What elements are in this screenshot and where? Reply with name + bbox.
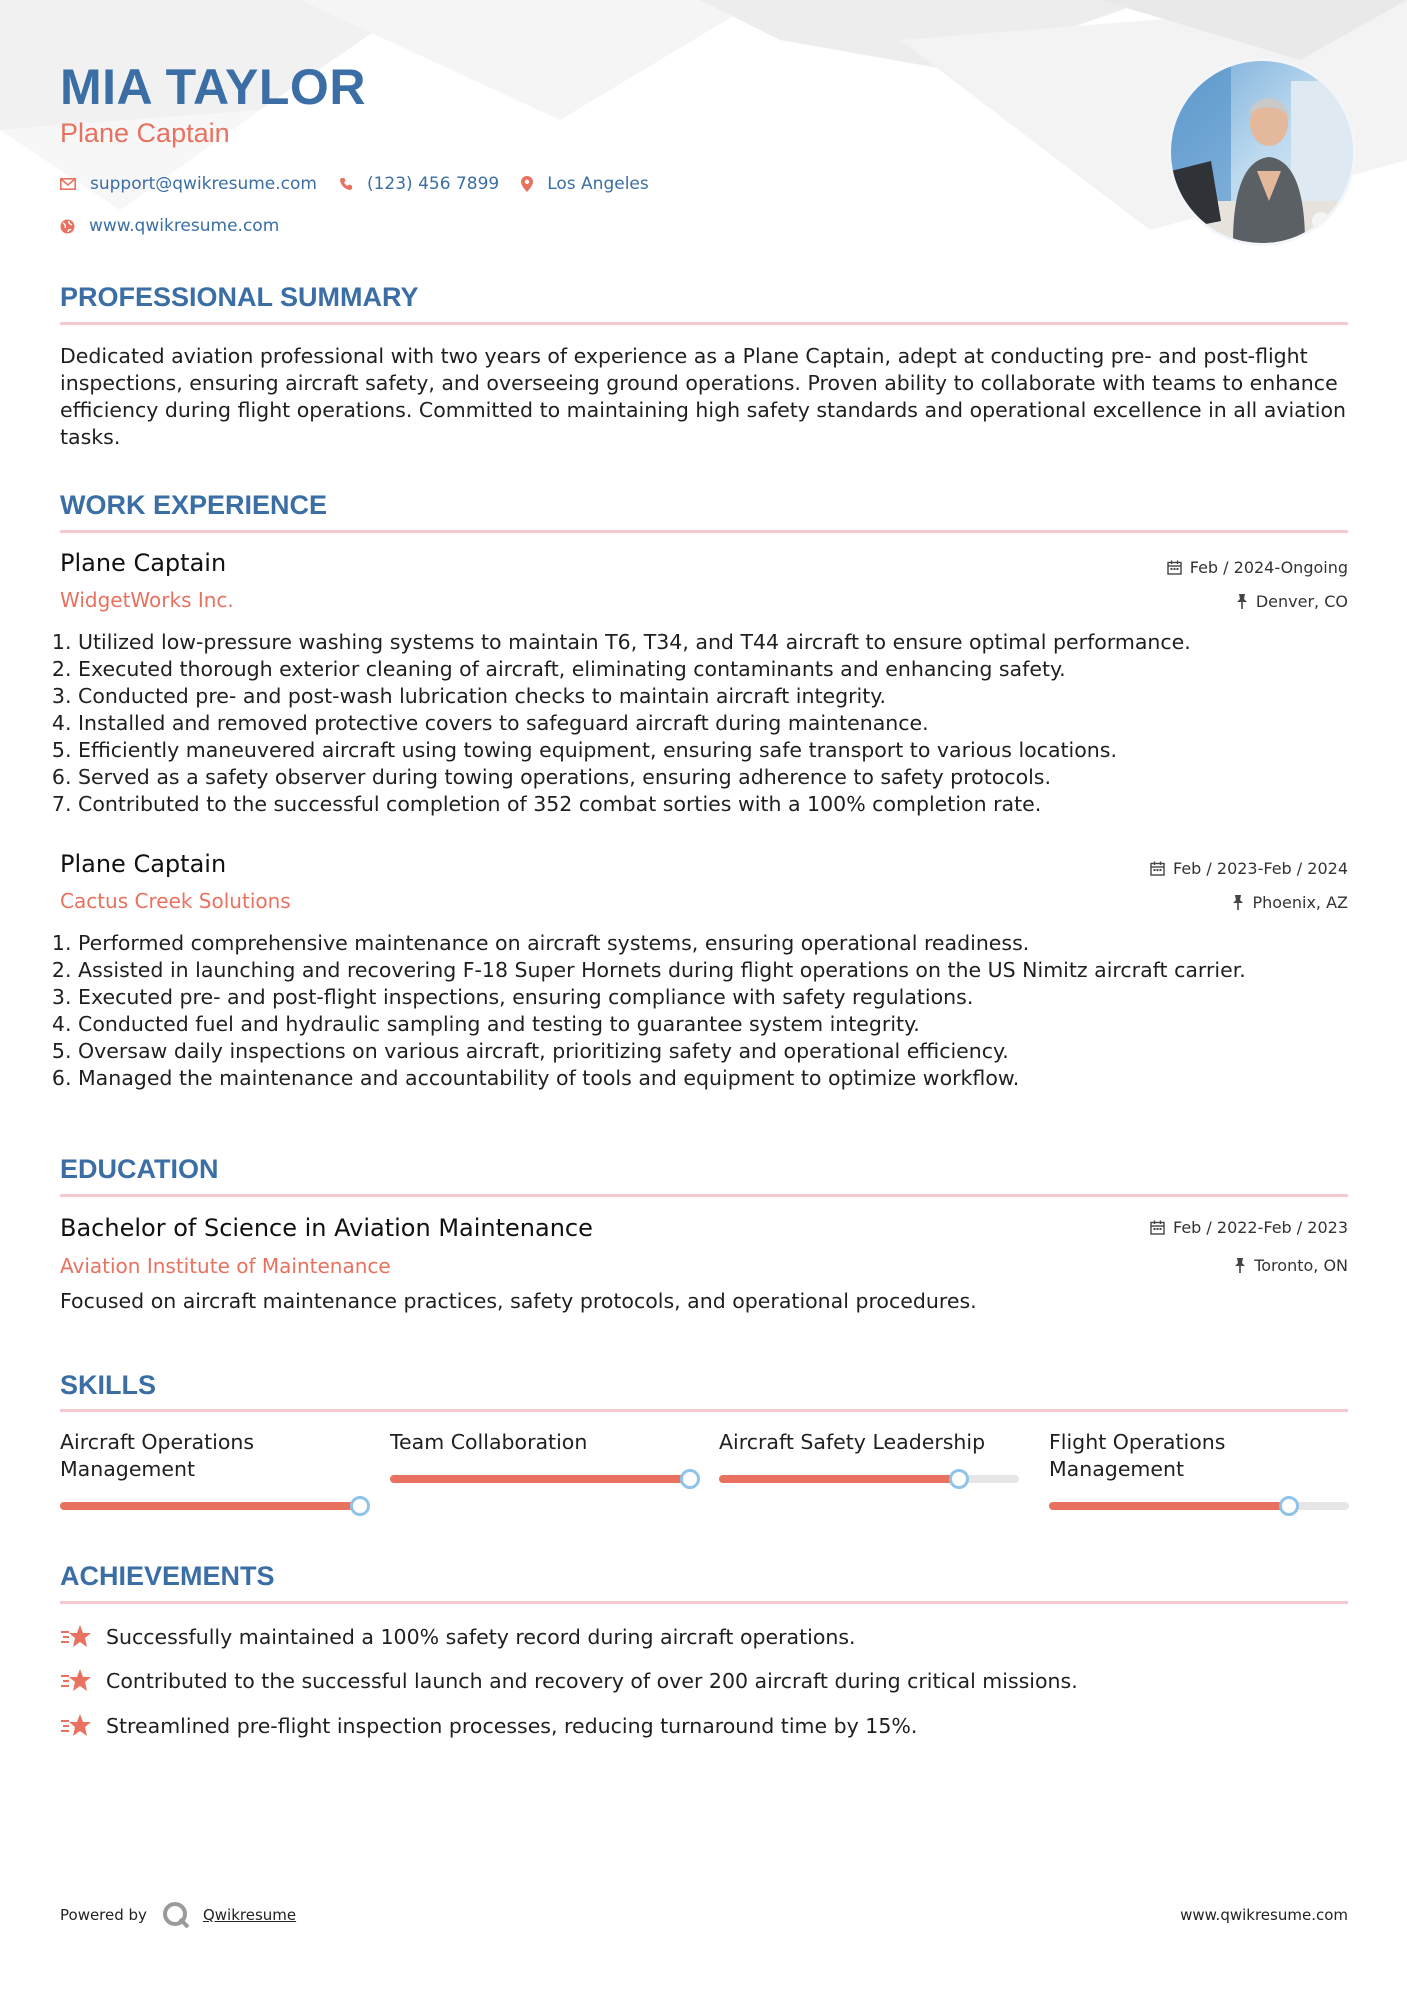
pushpin-icon	[1234, 1258, 1246, 1273]
job-date-text: Feb / 2024-Ongoing	[1189, 558, 1348, 577]
list-item: 6. Managed the maintenance and accountability of tools and equipment to optimize workflow.	[78, 1065, 1350, 1092]
education-location-text: Toronto, ON	[1254, 1256, 1348, 1275]
skill-item	[719, 1429, 1019, 1456]
achievement-item	[60, 1668, 1078, 1694]
globe-icon	[60, 219, 75, 234]
pushpin-icon	[1236, 594, 1248, 609]
list-item: 5. Oversaw daily inspections on various aircraft, prioritizing safety and operational efficiency.	[78, 1038, 1350, 1065]
skill-bar	[1049, 1502, 1349, 1510]
skill-bar-fill	[60, 1502, 360, 1510]
summary-heading: PROFESSIONAL SUMMARY	[60, 282, 419, 312]
education-heading: EDUCATION	[60, 1154, 219, 1184]
skill-item	[1049, 1429, 1349, 1483]
experience-heading: WORK EXPERIENCE	[60, 490, 328, 520]
skill-bar	[390, 1475, 690, 1483]
location-pin-icon	[521, 176, 533, 192]
skill-bar	[719, 1475, 1019, 1483]
job-company: Cactus Creek Solutions	[60, 889, 291, 913]
job-title: Plane Captain	[60, 850, 227, 878]
skill-bar-fill	[1049, 1502, 1289, 1510]
calendar-icon	[1167, 560, 1182, 575]
skill-item	[390, 1429, 690, 1456]
star-icon	[60, 1624, 92, 1650]
list-item: 3. Conducted pre- and post-wash lubrication checks to maintain aircraft integrity.	[78, 683, 1350, 710]
experience-divider	[60, 530, 1348, 533]
school-name: Aviation Institute of Maintenance	[60, 1254, 391, 1278]
footer-powered-by	[60, 1900, 296, 1930]
degree-title: Bachelor of Science in Aviation Maintenance	[60, 1214, 593, 1242]
footer-website[interactable]: www.qwikresume.com	[1180, 1906, 1348, 1924]
job-bullets	[60, 930, 1350, 1092]
summary-divider	[60, 322, 1348, 325]
job-location	[1236, 592, 1348, 611]
phone-icon	[339, 177, 353, 191]
list-item: 7. Contributed to the successful completion of 352 combat sorties with a 100% completion rate.	[78, 791, 1350, 818]
education-location	[1234, 1256, 1348, 1275]
job-bullets	[60, 629, 1350, 818]
achievement-text: Successfully maintained a 100% safety record during aircraft operations.	[106, 1625, 856, 1649]
achievements-heading: ACHIEVEMENTS	[60, 1561, 275, 1591]
skills-heading: SKILLS	[60, 1370, 157, 1400]
achievement-text: Streamlined pre-flight inspection processes, reducing turnaround time by 15%.	[106, 1714, 918, 1738]
job-location	[1232, 893, 1348, 912]
list-item: 4. Installed and removed protective covers to safeguard aircraft during maintenance.	[78, 710, 1350, 737]
skill-name: Team Collaboration	[390, 1430, 588, 1454]
skill-item	[60, 1429, 360, 1483]
website-text[interactable]: www.qwikresume.com	[89, 216, 280, 236]
star-icon	[60, 1668, 92, 1694]
calendar-icon	[1150, 861, 1165, 876]
candidate-role: Plane Captain	[60, 118, 230, 148]
phone-text[interactable]: (123) 456 7899	[366, 174, 500, 194]
job-date	[1150, 859, 1348, 878]
education-description: Focused on aircraft maintenance practices, safety protocols, and operational procedures.	[60, 1289, 977, 1313]
summary-text: Dedicated aviation professional with two years of experience as a Plane Captain, adept at conducting pre- and post-flight inspections, ensuring aircraft safety, and overseeing ground operations. Proven ability to collaborate with teams to enhance efficiency during flight operations. Committed to maintaining high safety standards and operational excellence in all aviation tasks.	[60, 344, 1346, 449]
achievement-item	[60, 1713, 917, 1739]
education-date	[1150, 1218, 1348, 1237]
list-item: 2. Executed thorough exterior cleaning of aircraft, eliminating contaminants and enhancing safety.	[78, 656, 1350, 683]
location-text: Los Angeles	[547, 174, 649, 194]
list-item: 5. Efficiently maneuvered aircraft using towing equipment, ensuring safe transport to various locations.	[78, 737, 1350, 764]
job-location-text: Phoenix, AZ	[1252, 893, 1348, 912]
candidate-name: MIA TAYLOR	[60, 59, 366, 115]
profile-photo	[1168, 58, 1356, 246]
skill-bar-fill	[390, 1475, 690, 1483]
list-item: 2. Assisted in launching and recovering F-18 Super Hornets during flight operations on the US Nimitz aircraft carrier.	[78, 957, 1350, 984]
skill-name: Flight Operations Management	[1049, 1430, 1226, 1481]
achievement-item	[60, 1624, 856, 1650]
education-divider	[60, 1194, 1348, 1197]
pushpin-icon	[1232, 895, 1244, 910]
qwikresume-logo-icon	[161, 1900, 191, 1930]
job-title: Plane Captain	[60, 549, 227, 577]
skills-divider	[60, 1409, 1348, 1412]
skill-bar-knob	[949, 1469, 969, 1489]
achievements-divider	[60, 1601, 1348, 1604]
powered-by-text: Powered by	[60, 1906, 147, 1924]
skill-bar-fill	[719, 1475, 959, 1483]
list-item: 1. Utilized low-pressure washing systems to maintain T6, T34, and T44 aircraft to ensure optimal performance.	[78, 629, 1350, 656]
list-item: 3. Executed pre- and post-flight inspections, ensuring compliance with safety regulations.	[78, 984, 1350, 1011]
skill-bar-knob	[1279, 1496, 1299, 1516]
star-icon	[60, 1713, 92, 1739]
job-date	[1167, 558, 1348, 577]
email-icon	[60, 178, 76, 190]
qwikresume-link[interactable]: Qwikresume	[202, 1906, 297, 1924]
calendar-icon	[1150, 1220, 1165, 1235]
job-date-text: Feb / 2023-Feb / 2024	[1173, 859, 1348, 878]
skill-name: Aircraft Operations Management	[60, 1430, 255, 1481]
list-item: 1. Performed comprehensive maintenance on aircraft systems, ensuring operational readiness.	[78, 930, 1350, 957]
skill-bar-knob	[680, 1469, 700, 1489]
job-company: WidgetWorks Inc.	[60, 588, 234, 612]
email-text[interactable]: support@qwikresume.com	[90, 174, 317, 194]
job-location-text: Denver, CO	[1255, 592, 1348, 611]
skill-bar-knob	[350, 1496, 370, 1516]
achievement-text: Contributed to the successful launch and recovery of over 200 aircraft during critical missions.	[106, 1669, 1078, 1693]
list-item: 6. Served as a safety observer during towing operations, ensuring adherence to safety protocols.	[78, 764, 1350, 791]
website-row	[60, 216, 279, 236]
list-item: 4. Conducted fuel and hydraulic sampling and testing to guarantee system integrity.	[78, 1011, 1350, 1038]
education-date-text: Feb / 2022-Feb / 2023	[1173, 1218, 1348, 1237]
contact-row	[60, 174, 649, 194]
skill-bar	[60, 1502, 360, 1510]
skill-name: Aircraft Safety Leadership	[719, 1430, 986, 1454]
